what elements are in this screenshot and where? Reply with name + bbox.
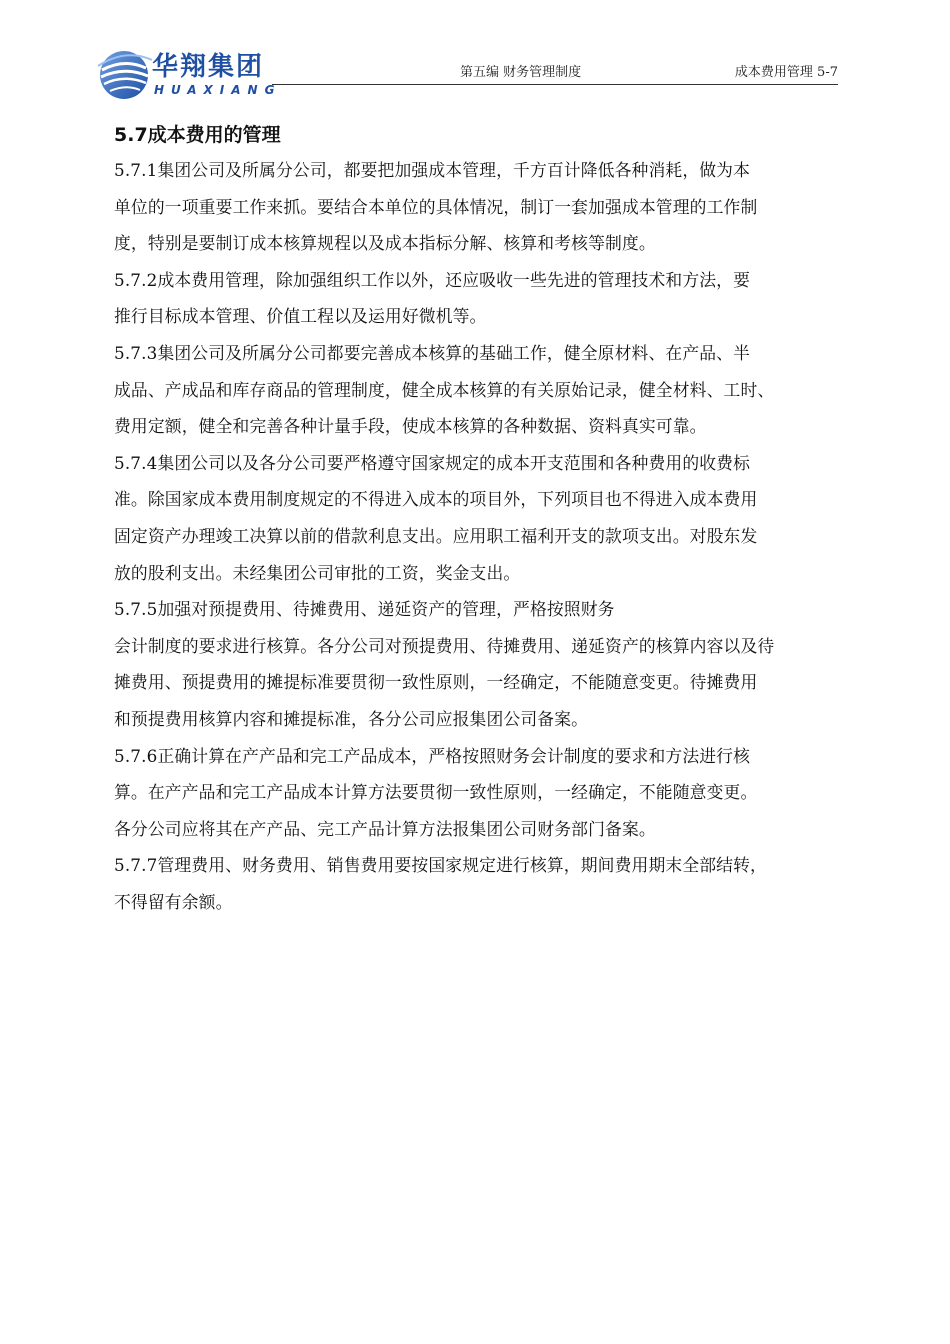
body-line: 5.7.4集团公司以及各分公司要严格遵守国家规定的成本开支范围和各种费用的收费标 — [114, 452, 751, 473]
body-line: 度，特别是要制订成本核算规程以及成本指标分解、核算和考核等制度。 — [114, 233, 656, 254]
body-line: 固定资产办理竣工决算以前的借款利息支出。应用职工福利开支的款项支出。对股东发 — [114, 525, 758, 546]
body-line: 费用定额，健全和完善各种计量手段，使成本核算的各种数据、资料真实可靠。 — [114, 416, 707, 437]
header-section-ref: 成本费用管理 5-7 — [734, 65, 838, 80]
body-line: 成品、产成品和库存商品的管理制度，健全成本核算的有关原始记录，健全材料、工时、 — [114, 379, 775, 400]
body-line: 5.7.2成本费用管理，除加强组织工作以外，还应吸收一些先进的管理技术和方法，要 — [114, 269, 751, 290]
body-line: 单位的一项重要工作来抓。要结合本单位的具体情况，制订一套加强成本管理的工作制 — [114, 196, 758, 217]
header-divider — [272, 84, 838, 85]
body-line: 放的股利支出。未经集团公司审批的工资，奖金支出。 — [114, 562, 521, 583]
body-line: 准。除国家成本费用制度规定的不得进入成本的项目外，下列项目也不得进入成本费用 — [114, 489, 758, 510]
body-line: 不得留有余额。 — [114, 891, 233, 912]
body-line: 会计制度的要求进行核算。各分公司对预提费用、待摊费用、递延资产的核算内容以及待 — [114, 635, 775, 656]
body-line: 算。在产产品和完工产品成本计算方法要贯彻一致性原则，一经确定，不能随意变更。 — [114, 782, 758, 803]
body-line: 和预提费用核算内容和摊提标准，各分公司应报集团公司备案。 — [114, 708, 589, 729]
header-chapter: 第五编 财务管理制度 — [460, 65, 582, 80]
logo-chinese-name: 华翔集团 — [152, 52, 265, 82]
body-line: 5.7.6正确计算在产产品和完工产品成本，严格按照财务会计制度的要求和方法进行核 — [114, 745, 751, 766]
document-body — [114, 118, 854, 920]
globe-logo-icon — [96, 46, 152, 102]
body-line: 5.7.5加强对预提费用、待摊费用、递延资产的管理，严格按照财务 — [114, 599, 615, 620]
body-line: 推行目标成本管理、价值工程以及运用好微机等。 — [114, 306, 487, 327]
body-line: 5.7.3集团公司及所属分公司都要完善成本核算的基础工作，健全原材料、在产品、半 — [114, 342, 751, 363]
page-header — [96, 44, 838, 104]
body-line: 摊费用、预提费用的摊提标准要贯彻一致性原则，一经确定，不能随意变更。待摊费用 — [114, 672, 758, 693]
section-title: 5.7成本费用的管理 — [114, 124, 281, 146]
body-line: 5.7.1集团公司及所属分公司，都要把加强成本管理，千方百计降低各种消耗，做为本 — [114, 160, 751, 180]
body-line: 5.7.7管理费用、财务费用、销售费用要按国家规定进行核算，期间费用期末全部结转， — [114, 855, 767, 876]
body-line: 各分公司应将其在产产品、完工产品计算方法报集团公司财务部门备案。 — [114, 818, 656, 839]
logo-english-name: HUAXIANG — [154, 83, 282, 97]
